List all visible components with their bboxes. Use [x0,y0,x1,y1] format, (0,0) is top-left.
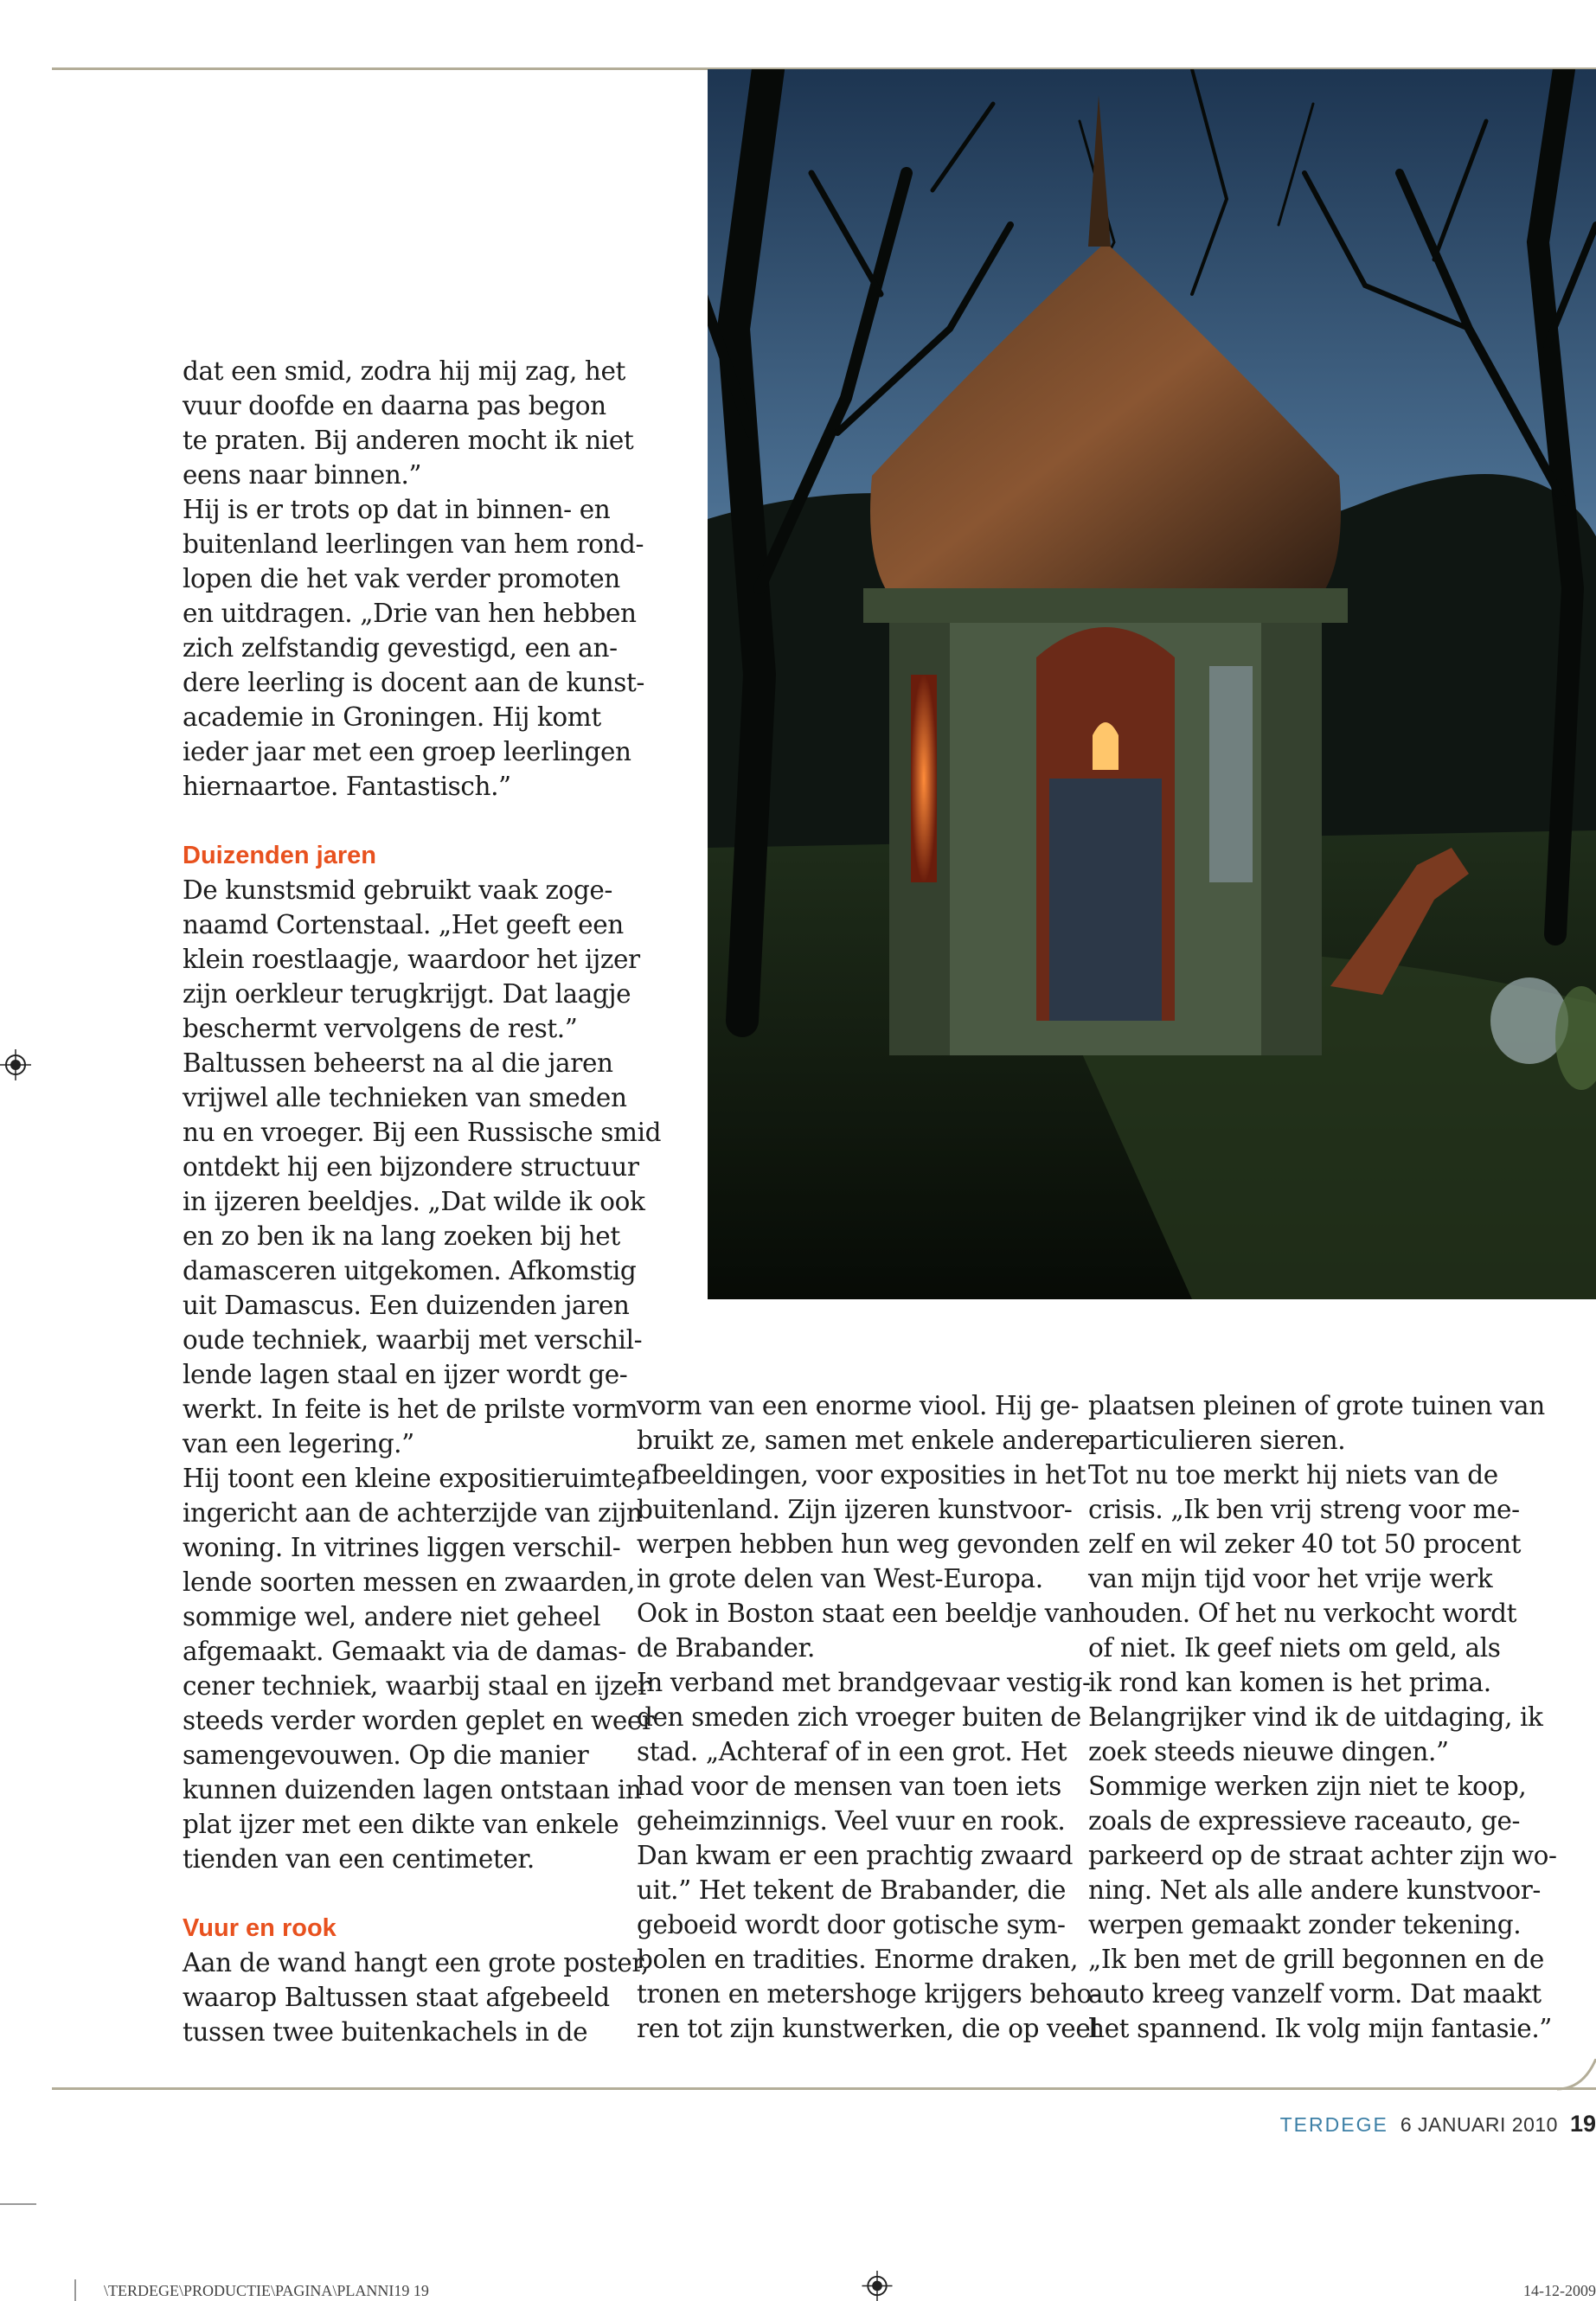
text-line: de Brabander. [637,1633,815,1663]
registration-mark-icon [862,2271,893,2301]
text-line: ingericht aan de achterzijde van zijn [183,1498,643,1528]
text-line: beschermt vervolgens de rest.” [183,1014,578,1043]
magazine-name: TERDEGE [1279,2113,1388,2136]
text-line: tussen twee buitenkachels in de [183,2017,588,2047]
text-line: woning. In vitrines liggen verschil- [183,1533,621,1562]
text-line: „Ik ben met de grill begonnen en de [1088,1945,1544,1974]
text-line: werpen hebben hun weg gevonden [637,1529,1080,1559]
text-line: Hij toont een kleine expositieruimte, [183,1464,644,1493]
text-line: oude techniek, waarbij met verschil- [183,1325,643,1355]
text-line: had voor de mensen van toen iets [637,1772,1061,1801]
text-line: kunnen duizenden lagen ontstaan in [183,1775,642,1804]
text-line: den smeden zich vroeger buiten de [637,1702,1081,1732]
text-line: van mijn tijd voor het vrije werk [1088,1564,1493,1593]
text-line: stad. „Achteraf of in een grot. Het [637,1737,1067,1766]
text-line: zelf en wil zeker 40 tot 50 procent [1088,1529,1522,1559]
text-line: tronen en metershoge krijgers beho- [637,1979,1100,2009]
page-footer [1280,2111,1596,2137]
crop-line [0,2203,36,2205]
text-line: In verband met brandgevaar vestig- [637,1668,1091,1697]
text-line: buitenland. Zijn ijzeren kunstvoor- [637,1495,1073,1524]
text-line: werkt. In feite is het de prilste vorm [183,1394,638,1424]
bottom-rule [52,2087,1596,2090]
text-line: eens naar binnen.” [183,460,422,490]
text-line: vuur doofde en daarna pas begon [183,391,606,420]
page-corner-curve [1557,2059,1596,2093]
text-line: particulieren sieren. [1088,1426,1346,1455]
article-column-3 [1088,1388,1557,2046]
text-line: zijn oerkleur terugkrijgt. Dat laagje [183,979,631,1009]
text-line: ontdekt hij een bijzondere structuur [183,1152,639,1182]
text-line: dat een smid, zodra hij mij zag, het [183,356,626,386]
text-line: Belangrijker vind ik de uitdaging, ik [1088,1702,1543,1732]
text-line: bolen en tradities. Enorme draken, [637,1945,1079,1974]
text-line: uit Damascus. Een duizenden jaren [183,1291,630,1320]
text-line: van een legering.” [183,1429,414,1458]
text-line: steeds verder worden geplet en weer [183,1706,654,1735]
text-line: Tot nu toe merkt hij niets van de [1088,1460,1498,1490]
text-line: vrijwel alle technieken van smeden [183,1083,627,1112]
text-line: academie in Groningen. Hij komt [183,702,601,732]
text-line: damasceren uitgekomen. Afkomstig [183,1256,637,1285]
crop-line [74,2279,76,2301]
text-line: uit.” Het tekent de Brabander, die [637,1875,1067,1905]
page-number: 19 [1569,2111,1596,2137]
text-line: lopen die het vak verder promoten [183,564,620,593]
text-line: De kunstsmid gebruikt vaak zoge- [183,875,612,905]
text-line: naamd Cortenstaal. „Het geeft een [183,910,624,939]
text-line: sommige wel, andere niet geheel [183,1602,601,1631]
text-line: plaatsen pleinen of grote tuinen van [1088,1391,1545,1420]
text-line: Baltussen beheerst na al die jaren [183,1048,613,1078]
text-line: parkeerd op de straat achter zijn wo- [1088,1841,1557,1870]
text-line: of niet. Ik geef niets om geld, als [1088,1633,1501,1663]
text-line: en uitdragen. „Drie van hen hebben [183,599,637,628]
text-line: zoek steeds nieuwe dingen.” [1088,1737,1449,1766]
text-line: cener techniek, waarbij staal en ijzer [183,1671,650,1701]
text-line: ik rond kan komen is het prima. [1088,1668,1491,1697]
text-line: auto kreeg vanzelf vorm. Dat maakt [1088,1979,1542,2009]
text-line: tienden van een centimeter. [183,1844,535,1874]
article-column-2 [637,1388,1100,2046]
text-line: zoals de expressieve raceauto, ge- [1088,1806,1521,1836]
garden-pavilion-photo [708,69,1596,1299]
text-line: nu en vroeger. Bij een Russische smid [183,1118,662,1147]
text-line: bruikt ze, samen met enkele andere [637,1426,1091,1455]
text-line: geheimzinnigs. Veel vuur en rook. [637,1806,1066,1836]
text-line: Dan kwam er een prachtig zwaard [637,1841,1074,1870]
issue-date: 6 JANUARI 2010 [1400,2113,1558,2136]
text-line: Hij is er trots op dat in binnen- en [183,495,611,524]
text-line: en zo ben ik na lang zoeken bij het [183,1221,620,1251]
text-line: Ook in Boston staat een beeldje van [637,1599,1090,1628]
text-line: plat ijzer met een dikte van enkele [183,1810,619,1839]
text-line: te praten. Bij anderen mocht ik niet [183,426,634,455]
text-line: crisis. „Ik ben vrij streng voor me- [1088,1495,1520,1524]
text-line: dere leerling is docent aan de kunst- [183,668,644,697]
text-line: Sommige werken zijn niet te koop, [1088,1772,1527,1801]
text-line: waarop Baltussen staat afgebeeld [183,1983,610,2012]
text-line: in ijzeren beeldjes. „Dat wilde ik ook [183,1187,645,1216]
text-line: het spannend. Ik volg mijn fantasie.” [1088,2014,1552,2043]
registration-mark-icon [0,1049,31,1080]
text-line: zich zelfstandig gevestigd, een an- [183,633,618,663]
text-line: werpen gemaakt zonder tekening. [1088,1910,1522,1939]
text-line: lende soorten messen en zwaarden, [183,1567,636,1597]
print-date: 14-12-2009 [1523,2282,1596,2299]
text-line: klein roestlaagje, waardoor het ijzer [183,945,640,974]
text-line: vorm van een enorme viool. Hij ge- [637,1391,1080,1420]
text-line: buitenland leerlingen van hem rond- [183,529,644,559]
text-line: hiernaartoe. Fantastisch.” [183,772,511,801]
article-column-1 [183,354,662,2049]
text-line: geboeid wordt door gotische sym- [637,1910,1066,1939]
text-line: samengevouwen. Op die manier [183,1740,589,1770]
section-heading: Duizenden jaren [183,842,376,869]
text-line: ieder jaar met een groep leerlingen [183,737,631,766]
print-slug: \TERDEGE\PRODUCTIE\PAGINA\PLANNI19 19 [104,2282,429,2299]
text-line: afgemaakt. Gemaakt via de damas- [183,1637,626,1666]
text-line: afbeeldingen, voor exposities in het [637,1460,1086,1490]
text-line: in grote delen van West-Europa. [637,1564,1043,1593]
text-line: ren tot zijn kunstwerken, die op veel [637,2014,1099,2043]
text-line: lende lagen staal en ijzer wordt ge- [183,1360,628,1389]
section-heading: Vuur en rook [183,1914,337,1942]
text-line: Aan de wand hangt een grote poster, [183,1948,649,1977]
text-line: ning. Net als alle andere kunstvoor- [1088,1875,1541,1905]
text-line: houden. Of het nu verkocht wordt [1088,1599,1517,1628]
